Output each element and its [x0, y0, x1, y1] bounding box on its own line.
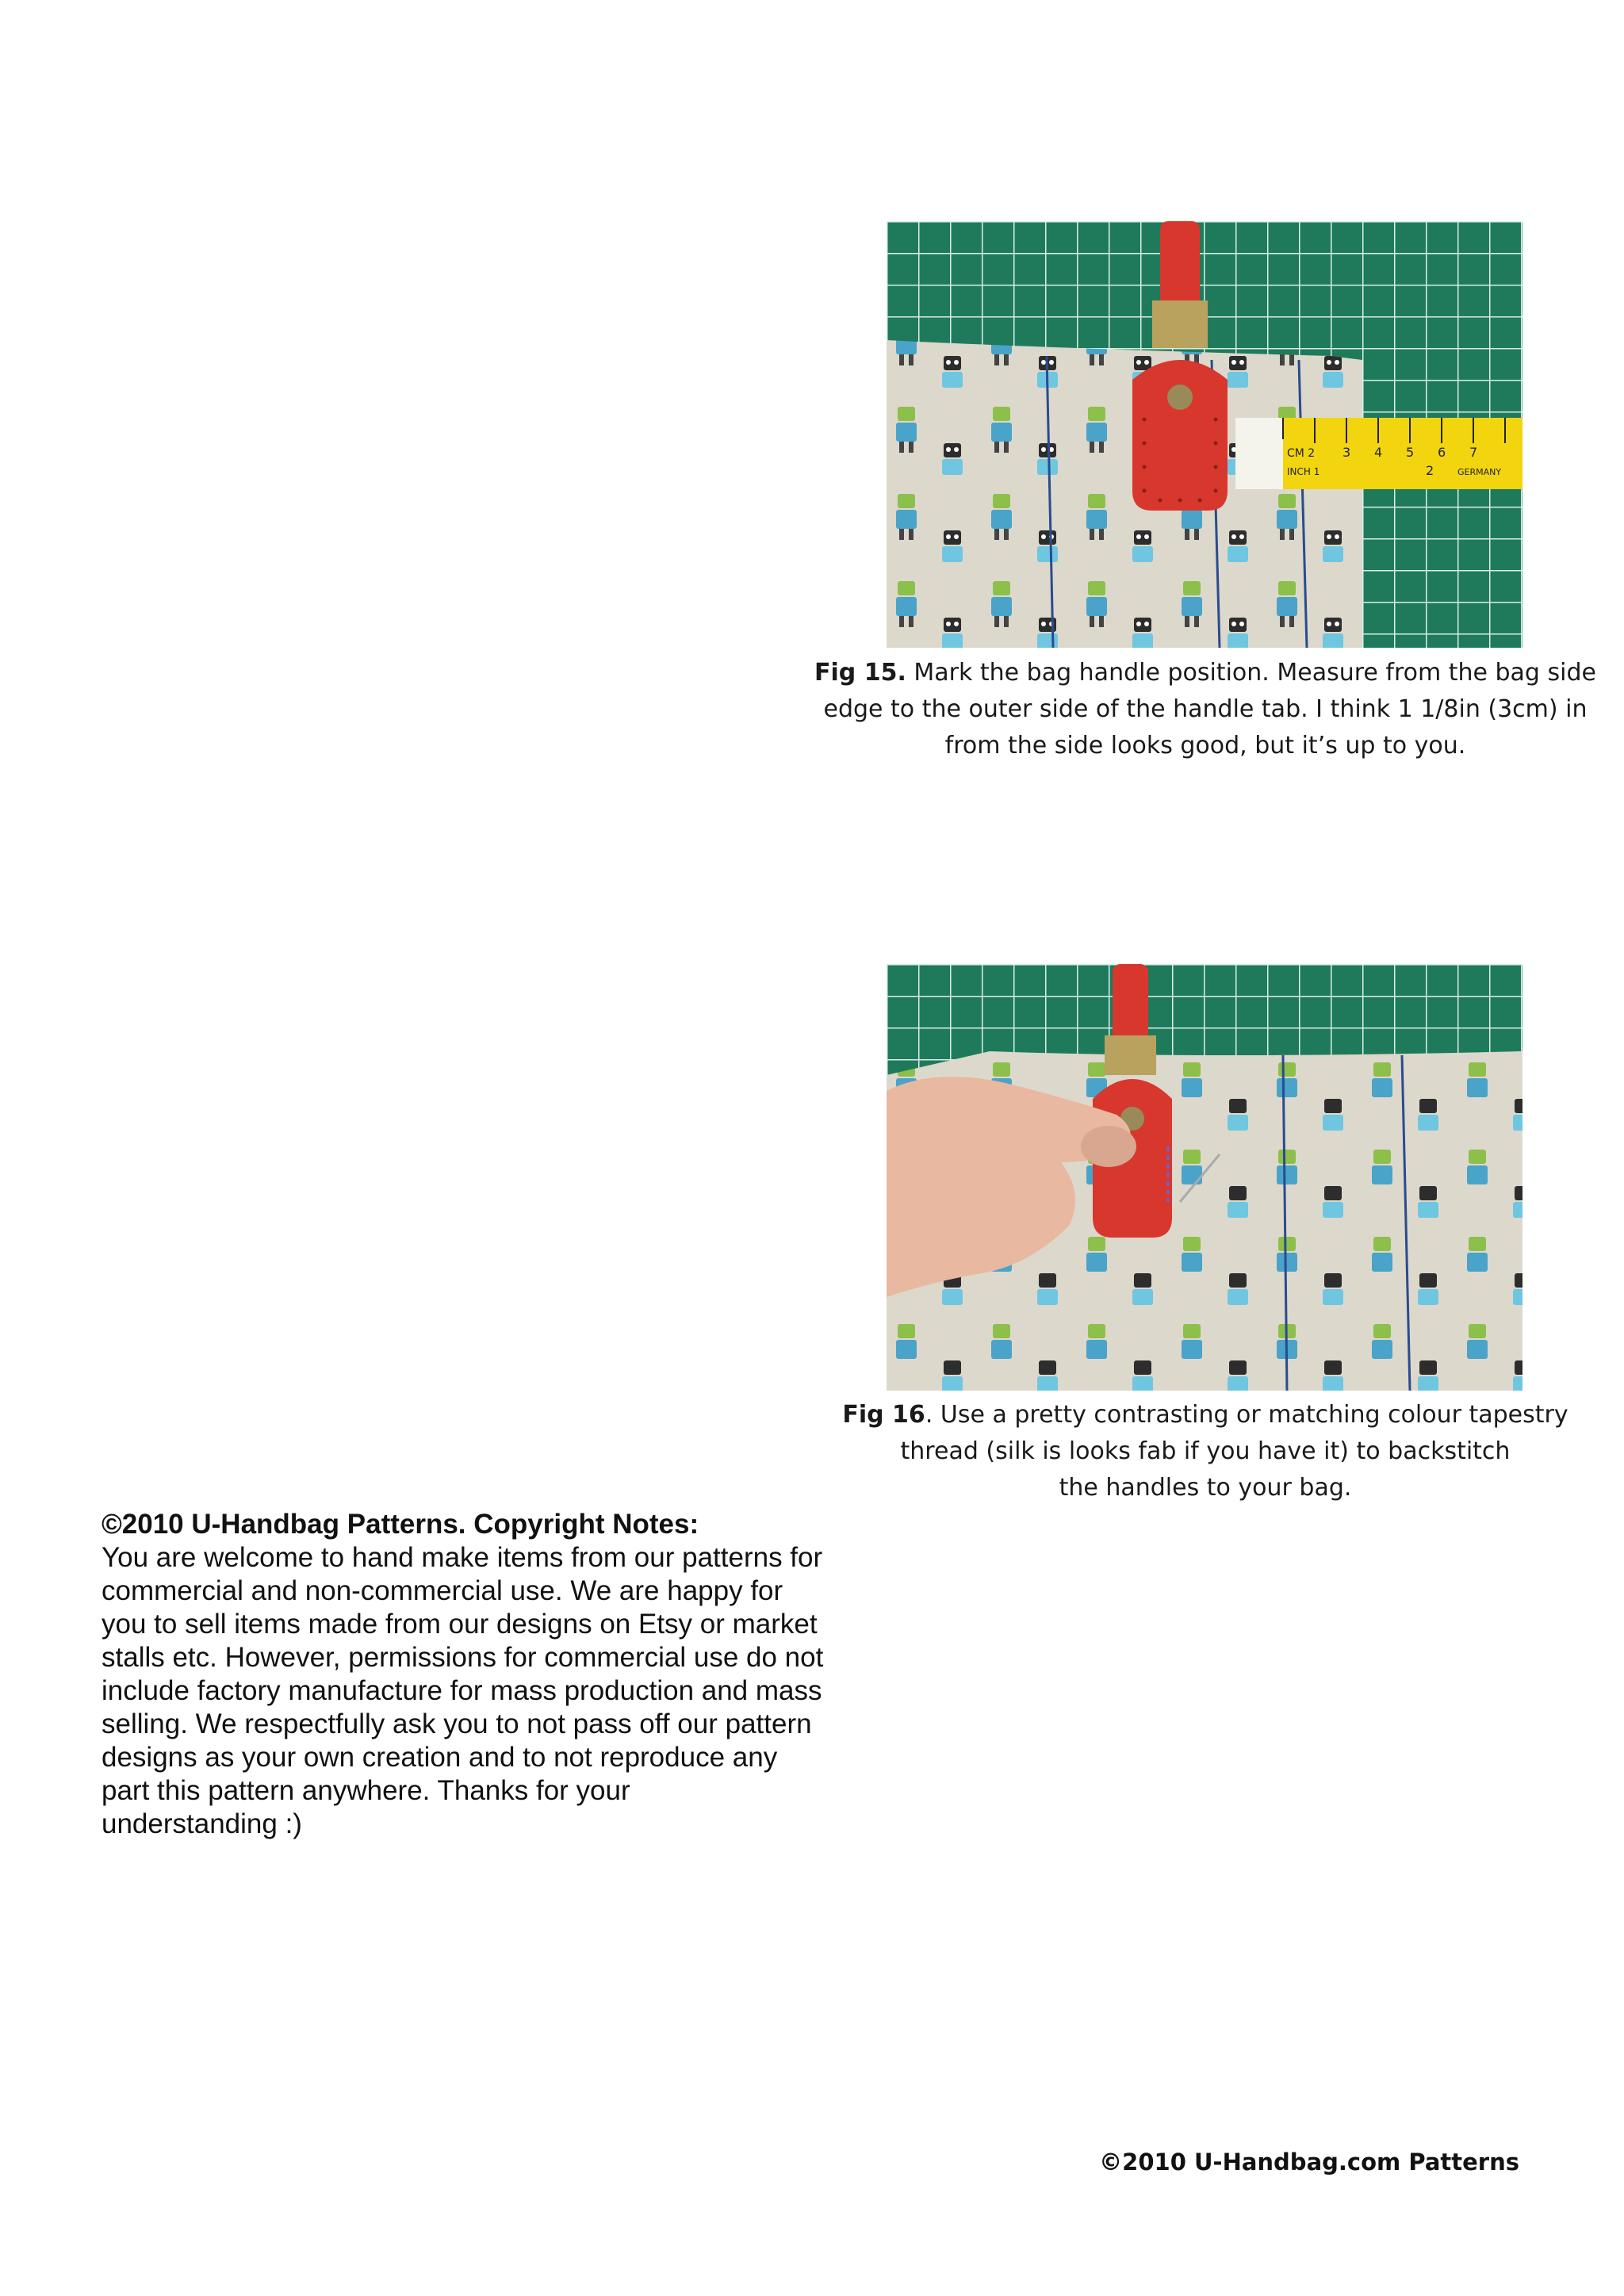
- ruler-inch-mark-2: 2: [1426, 463, 1434, 478]
- ruler-mark-4: 4: [1374, 445, 1383, 460]
- copyright-notes-line: commercial and non-commercial use. We are happy for: [102, 1575, 783, 1606]
- fig15-caption-text-1: Mark the bag handle position. Measure from the bag side: [906, 659, 1596, 687]
- copyright-notes: [102, 1508, 831, 1841]
- fig16-caption-line-3: the handles to your bag.: [1059, 1474, 1352, 1502]
- fig15-label: Fig 15.: [814, 659, 906, 687]
- page-footer: ©2010 U-Handbag.com Patterns: [1099, 2149, 1519, 2175]
- ruler-mark-3: 3: [1342, 445, 1351, 460]
- copyright-notes-line: designs as your own creation and to not reproduce any: [102, 1742, 778, 1773]
- ruler-inch-label: INCH 1: [1287, 466, 1320, 477]
- fig15-caption-line-2: edge to the outer side of the handle tab. I think 1 1/8in (3cm) in: [823, 695, 1588, 723]
- fig16-caption-text-1: . Use a pretty contrasting or matching colour tapestry: [925, 1401, 1568, 1429]
- fig15-caption-line-1: [809, 655, 1602, 691]
- fig16-caption-line-1: [809, 1397, 1602, 1433]
- fig15-caption: [809, 655, 1602, 764]
- fig15-caption-line-3: from the side looks good, but it’s up to you.: [944, 732, 1466, 760]
- copyright-notes-line: you to sell items made from our designs on Etsy or market: [102, 1609, 818, 1640]
- fig16-caption: [809, 1397, 1602, 1506]
- ruler-brand-label: GERMANY: [1457, 467, 1502, 477]
- ruler-cm-label: CM 2: [1287, 447, 1316, 460]
- copyright-notes-heading: ©2010 U-Handbag Patterns. Copyright Notes:: [102, 1509, 699, 1540]
- copyright-notes-line: You are welcome to hand make items from our patterns for: [102, 1542, 823, 1573]
- fig15-photo: [887, 221, 1522, 648]
- ruler-mark-7: 7: [1469, 445, 1478, 460]
- fig16-caption-line-2: thread (silk is looks fab if you have it) to backstitch: [900, 1437, 1511, 1465]
- copyright-notes-line: part this pattern anywhere. Thanks for your: [102, 1775, 630, 1806]
- copyright-notes-line: include factory manufacture for mass production and mass: [102, 1675, 822, 1706]
- fig16-photo: [887, 964, 1522, 1391]
- copyright-notes-line: stalls etc. However, permissions for commercial use do not: [102, 1642, 824, 1673]
- fig15-photo-illustration: [887, 221, 1522, 648]
- copyright-notes-line: selling. We respectfully ask you to not pass off our pattern: [102, 1709, 812, 1739]
- fig16-photo-illustration: [887, 964, 1522, 1391]
- ruler-mark-6: 6: [1438, 445, 1446, 460]
- ruler-mark-5: 5: [1406, 445, 1415, 460]
- fig16-label: Fig 16: [842, 1401, 925, 1429]
- copyright-notes-line: understanding :): [102, 1808, 302, 1839]
